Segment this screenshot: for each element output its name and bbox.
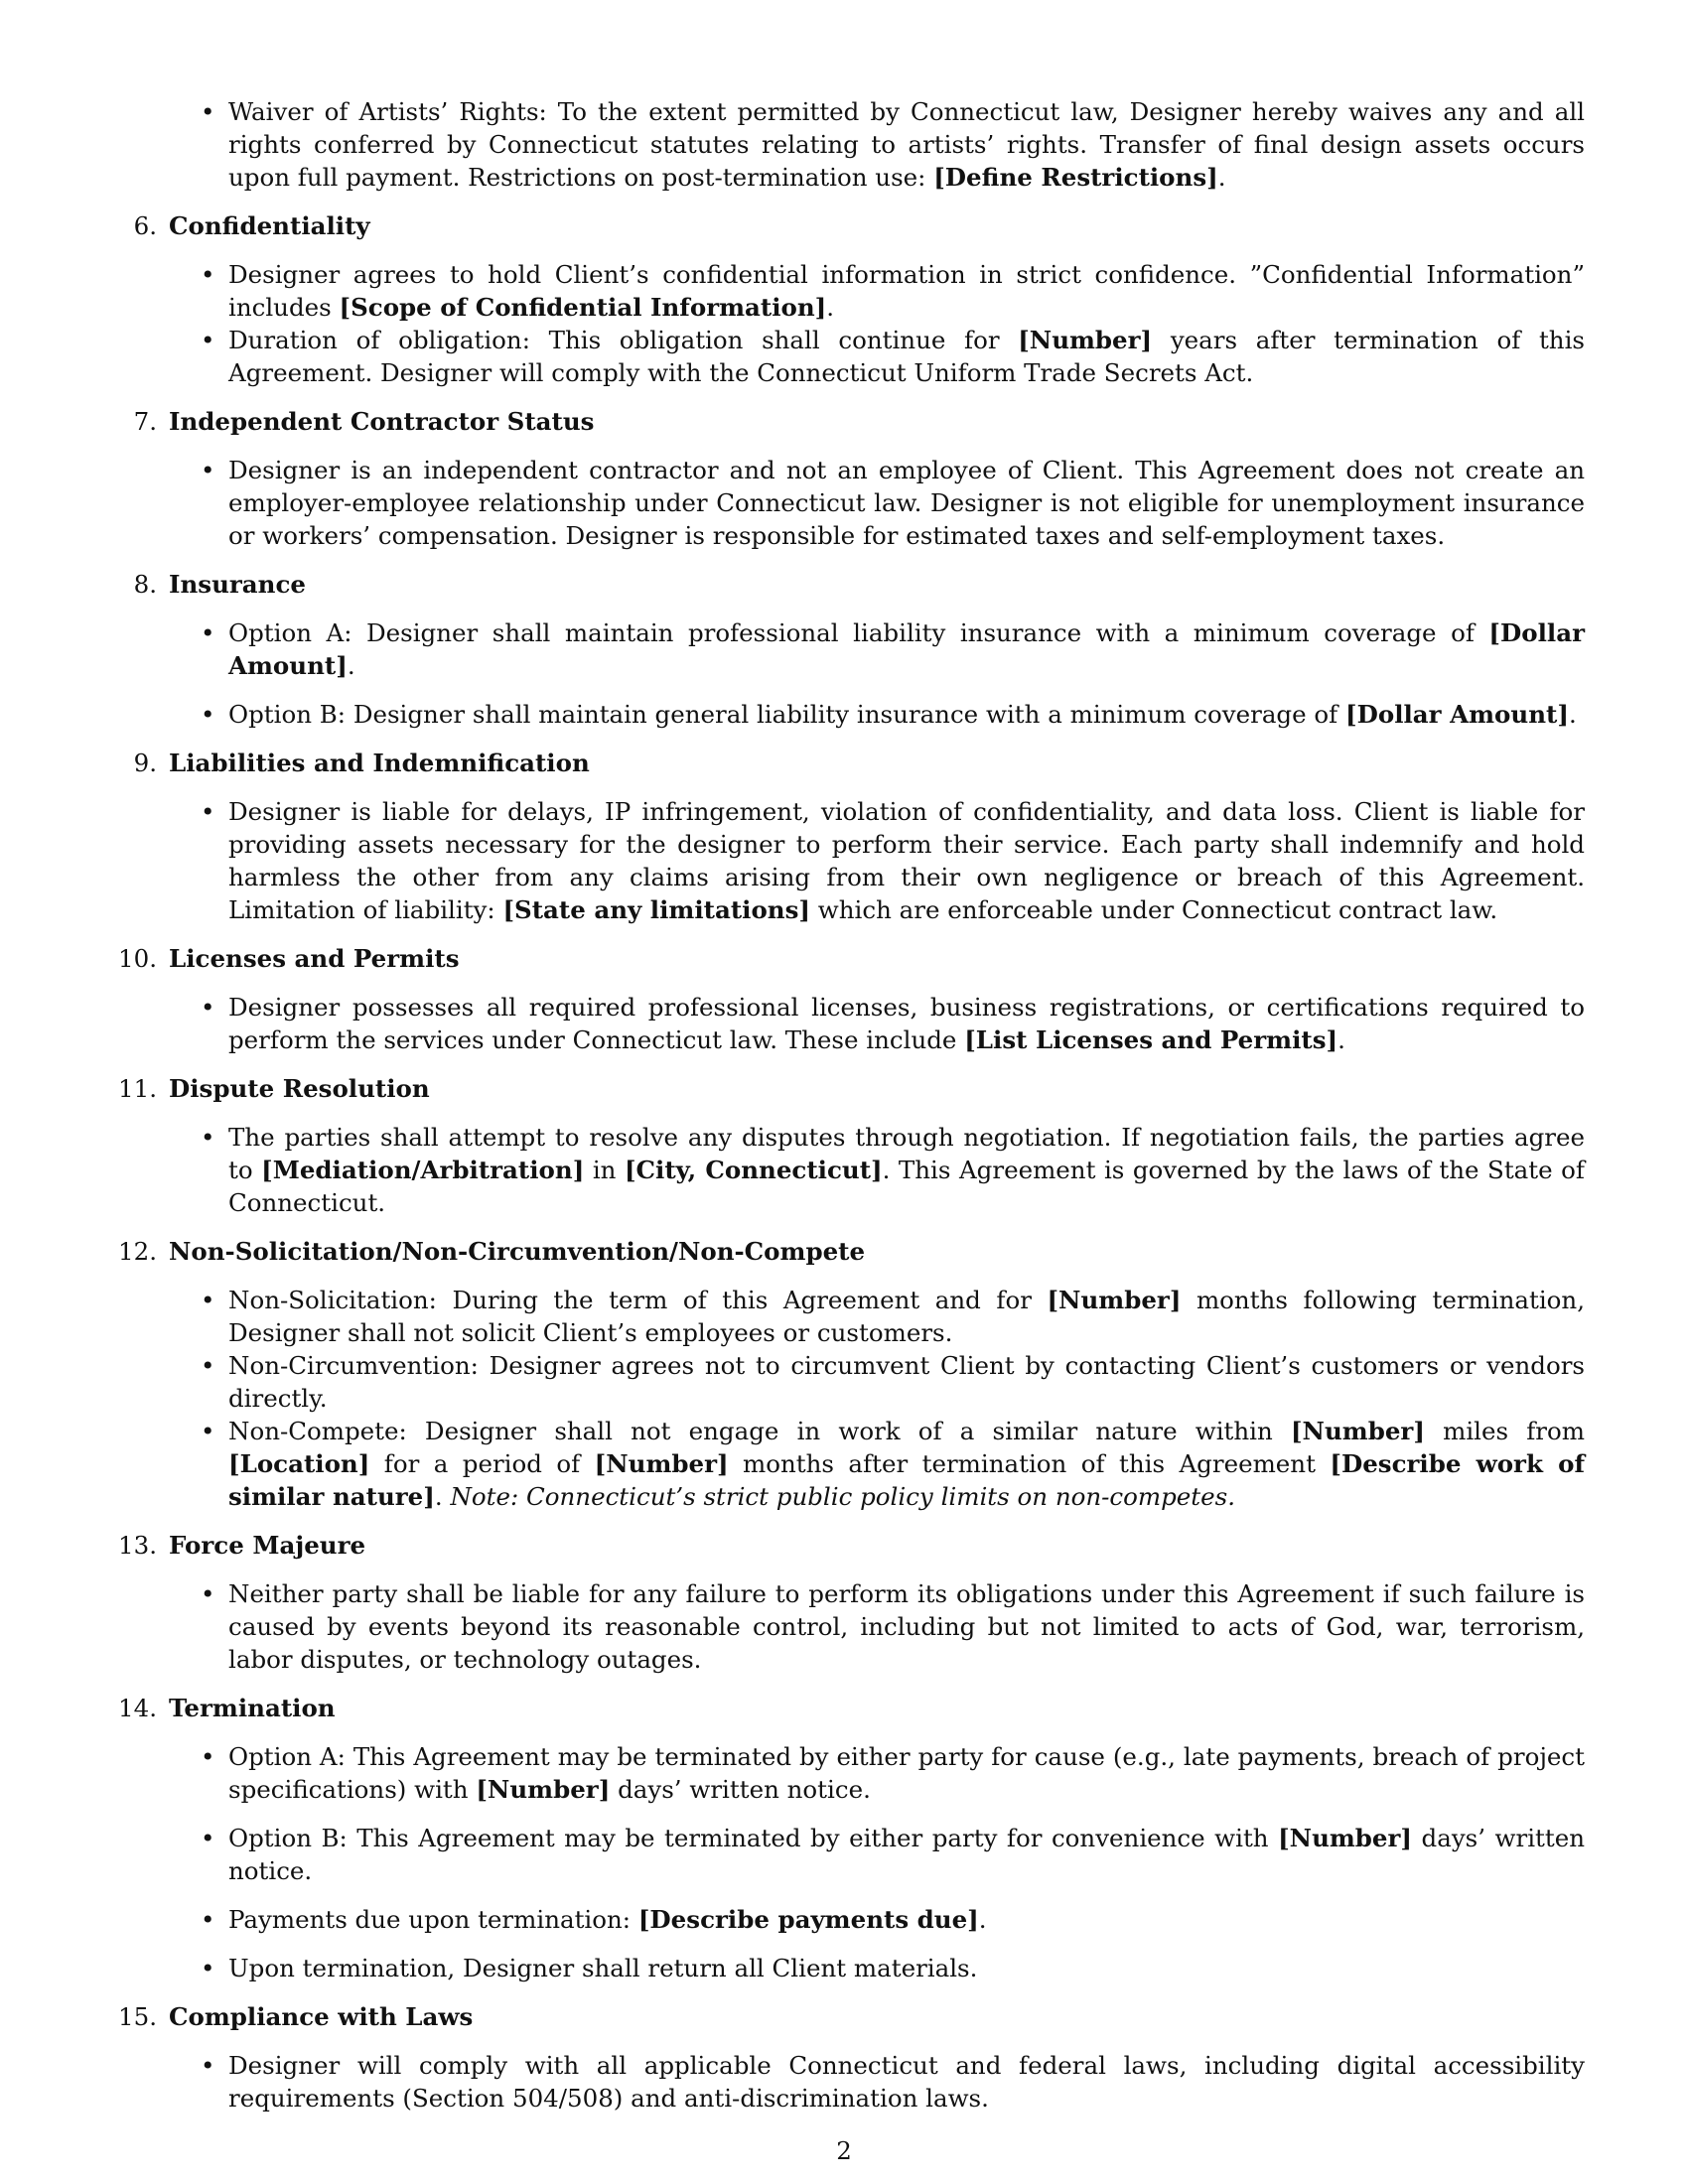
section-heading — [133, 405, 1585, 438]
section-title: Force Majeure — [169, 1531, 366, 1560]
section — [118, 1692, 1585, 1984]
bullet-item — [228, 795, 1585, 926]
placeholder-field: [Number] — [1047, 1286, 1182, 1314]
section — [118, 1235, 1586, 1513]
section — [118, 1072, 1585, 1219]
clause-text: . — [1217, 163, 1226, 192]
section-number: 6. — [133, 211, 157, 240]
bullet-list — [167, 2049, 1585, 2115]
clause-text: days’ written notice. — [228, 1824, 1585, 1885]
bullet-item — [228, 1415, 1585, 1513]
placeholder-field: [Number] — [1290, 1417, 1425, 1445]
section-heading — [118, 2000, 1585, 2033]
clause-text: Designer is an independent contractor and not an employee of Client. This Agreement does not create an employer-employee relationship under Connecticut law. Designer is not eligible for unemployment insurance or workers’ compensation. Designer is responsible for estimated taxes and self-employment taxes. — [228, 456, 1585, 550]
section-title: Licenses and Permits — [169, 944, 460, 973]
clause-text: days’ written notice. — [610, 1775, 871, 1804]
section-title: Compliance with Laws — [169, 2002, 474, 2031]
bullet-item — [228, 1822, 1585, 1887]
bullet-list — [167, 1121, 1585, 1219]
placeholder-field: [Number] — [476, 1775, 611, 1804]
clause-text: . This Agreement is governed by the laws of the State of Connecticut. — [228, 1156, 1585, 1217]
clause-text: Payments due upon termination: — [228, 1905, 638, 1934]
placeholder-field: [Number] — [594, 1449, 729, 1478]
clause-text: which are enforceable under Connecticut contract law. — [810, 895, 1498, 924]
clause-text: . — [826, 293, 835, 322]
document-body — [118, 95, 1586, 2130]
bullet-item — [228, 258, 1585, 324]
section-title: Termination — [169, 1694, 336, 1722]
section-number: 9. — [133, 749, 157, 777]
section-title: Confidentiality — [169, 211, 370, 240]
section-number: 11. — [118, 1074, 157, 1103]
clause-text: Non-Circumvention: Designer agrees not to circumvent Client by contacting Client’s customers or vendors directly. — [228, 1351, 1585, 1413]
bullet-item — [228, 2049, 1585, 2115]
bullet-item — [228, 616, 1585, 682]
section-heading — [118, 1235, 1585, 1268]
placeholder-field: [Scope of Confidential Information] — [339, 293, 827, 322]
placeholder-field: [List Licenses and Permits] — [964, 1025, 1338, 1054]
section-title: Independent Contractor Status — [169, 407, 595, 436]
note-text: Note: Connecticut’s strict public policy limits on non-competes. — [450, 1482, 1236, 1511]
bullet-item — [228, 324, 1585, 389]
placeholder-field: [State any limitations] — [502, 895, 811, 924]
placeholder-field: [Mediation/Arbitration] — [261, 1156, 585, 1184]
bullet-item — [228, 1903, 1585, 1936]
clause-text: Option B: This Agreement may be terminated by either party for convenience with — [228, 1824, 1279, 1852]
clause-text: for a period of — [369, 1449, 595, 1478]
section-number: 13. — [118, 1531, 157, 1560]
intro-bullet-list — [167, 95, 1585, 194]
clause-text: . — [1337, 1025, 1345, 1054]
clause-text: months following termination, Designer shall not solicit Client’s employees or customers. — [228, 1286, 1585, 1347]
section-title: Non-Solicitation/Non-Circumvention/Non-Compete — [169, 1237, 866, 1266]
page-number: 2 — [836, 2136, 852, 2165]
bullet-item — [228, 1740, 1585, 1806]
section-title: Insurance — [169, 570, 306, 599]
bullet-item — [228, 1284, 1585, 1349]
clause-text: Designer is liable for delays, IP infringement, violation of confidentiality, and data loss. Client is liable for providing assets necessary for the designer to perform their service. Each party shall indemnify and hold harmless the other from any claims arising from their own negligence or breach of this Agreement. Limitation of liability: — [228, 797, 1585, 924]
placeholder-field: [Dollar Amount] — [1345, 700, 1569, 729]
placeholder-field: [Dollar Amount] — [228, 618, 1585, 680]
placeholder-field: [Number] — [1278, 1824, 1413, 1852]
section-heading — [133, 209, 1585, 242]
clause-text: Option A: This Agreement may be terminated by either party for cause (e.g., late payments, breach of project specifications) with — [228, 1742, 1585, 1804]
section-heading — [118, 1692, 1585, 1724]
clause-text: . — [434, 1482, 451, 1511]
section — [133, 209, 1585, 389]
clause-text: Designer will comply with all applicable Connecticut and federal laws, including digital accessibility requirements (Section 504/508) and anti-discrimination laws. — [228, 2051, 1585, 2113]
placeholder-field: [Describe payments due] — [637, 1905, 979, 1934]
clause-text: years after termination of this Agreement. Designer will comply with the Connecticut Uniform Trade Secrets Act. — [228, 326, 1585, 387]
placeholder-field: [Define Restrictions] — [933, 163, 1218, 192]
section-heading — [118, 942, 1585, 975]
clause-text: . — [1568, 700, 1577, 729]
clause-text: miles from — [1424, 1417, 1585, 1445]
bullet-list — [167, 991, 1585, 1056]
bullet-item — [228, 698, 1585, 731]
section-title: Dispute Resolution — [169, 1074, 430, 1103]
clause-text: Non-Solicitation: During the term of this Agreement and for — [228, 1286, 1048, 1314]
clause-text: Designer agrees to hold Client’s confidential information in strict confidence. ”Confidential Information” includes — [228, 260, 1585, 322]
clause-text: Waiver of Artists’ Rights: To the extent permitted by Connecticut law, Designer hereby waives any and all rights conferred by Connecticut statutes relating to artists’ rights. Transfer of final design assets occurs upon full payment. Restrictions on post-termination use: — [228, 97, 1585, 192]
clause-text: The parties shall attempt to resolve any disputes through negotiation. If negotiation fails, the parties agree to — [228, 1123, 1585, 1184]
section-number: 10. — [118, 944, 157, 973]
clause-text: . — [347, 651, 355, 680]
bullet-list — [167, 1577, 1585, 1676]
section-number: 14. — [118, 1694, 157, 1722]
bullet-list — [167, 1740, 1585, 1984]
bullet-item — [228, 1349, 1585, 1415]
section-number: 15. — [118, 2002, 157, 2031]
clause-text: in — [584, 1156, 625, 1184]
section-heading — [133, 747, 1585, 779]
bullet-item — [228, 95, 1585, 194]
section-number: 7. — [133, 407, 157, 436]
section — [118, 2000, 1585, 2115]
section-title: Liabilities and Indemnification — [169, 749, 590, 777]
placeholder-field: [Number] — [1018, 326, 1153, 354]
bullet-item — [228, 1952, 1585, 1984]
bullet-item — [228, 991, 1585, 1056]
section — [133, 405, 1585, 552]
section-heading — [118, 1072, 1585, 1105]
clause-text: Neither party shall be liable for any failure to perform its obligations under this Agreement if such failure is caused by events beyond its reasonable control, including but not limited to acts of God, war, terrorism, labor disputes, or technology outages. — [228, 1579, 1585, 1674]
clause-text: Upon termination, Designer shall return all Client materials. — [228, 1954, 978, 1982]
clause-text: Duration of obligation: This obligation shall continue for — [228, 326, 1019, 354]
bullet-list — [167, 795, 1585, 926]
clause-text: months after termination of this Agreement — [728, 1449, 1331, 1478]
placeholder-field: [Describe work of similar nature] — [228, 1449, 1586, 1511]
clause-text: . — [978, 1905, 987, 1934]
section — [133, 568, 1585, 731]
bullet-list — [167, 1284, 1585, 1513]
section — [133, 747, 1585, 926]
clause-text: Option A: Designer shall maintain professional liability insurance with a minimum coverage of — [228, 618, 1489, 647]
bullet-item — [228, 454, 1585, 552]
bullet-item — [228, 1577, 1585, 1676]
bullet-list — [167, 454, 1585, 552]
placeholder-field: [Location] — [228, 1449, 370, 1478]
section-number: 12. — [118, 1237, 157, 1266]
sections-container — [118, 209, 1586, 2115]
bullet-list — [167, 616, 1585, 731]
placeholder-field: [City, Connecticut] — [624, 1156, 883, 1184]
clause-text: Designer possesses all required professional licenses, business registrations, or certifications required to perform the services under Connecticut law. These include — [228, 993, 1585, 1054]
section-heading — [118, 1529, 1585, 1562]
section — [118, 942, 1585, 1056]
clause-text: Option B: Designer shall maintain general liability insurance with a minimum coverage of — [228, 700, 1346, 729]
section-heading — [133, 568, 1585, 601]
section-number: 8. — [133, 570, 157, 599]
section — [118, 1529, 1585, 1676]
clause-text: Non-Compete: Designer shall not engage in work of a similar nature within — [228, 1417, 1291, 1445]
bullet-list — [167, 258, 1585, 389]
bullet-item — [228, 1121, 1585, 1219]
